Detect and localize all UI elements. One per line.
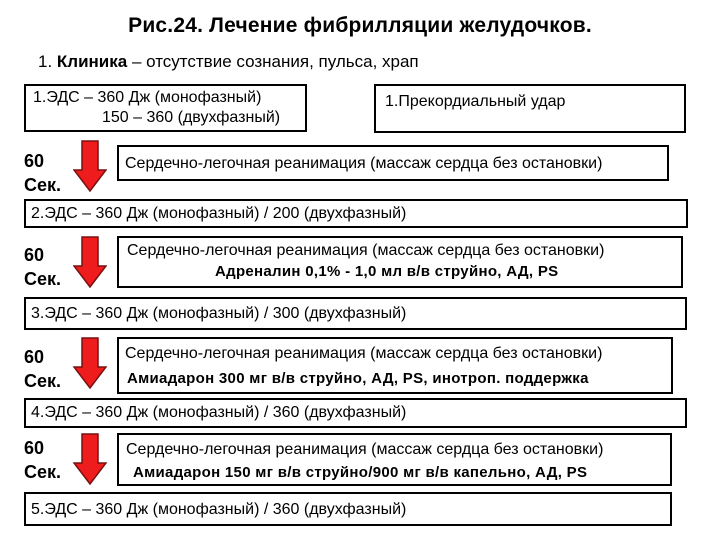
drug-text: Амиадарон 300 мг в/в струйно, АД, PS, инотроп. поддержка	[127, 370, 589, 387]
cpr-text: Сердечно-легочная реанимация (массаж сердца без остановки)	[127, 242, 605, 259]
interval-value: 60	[24, 438, 45, 458]
eds-text: 3.ЭДС – 360 Дж (монофазный) / 300 (двухфазный)	[31, 305, 407, 322]
drug-text: Адреналин 0,1% - 1,0 мл в/в струйно, АД, PS	[215, 263, 559, 280]
interval-label-3	[24, 345, 61, 393]
eds-text: 5.ЭДС – 360 Дж (монофазный) / 360 (двухфазный)	[31, 501, 407, 518]
precordial-thump-box	[374, 84, 686, 133]
figure-title: Рис.24. Лечение фибрилляции желудочков.	[128, 14, 592, 37]
interval-value: 60	[24, 151, 45, 171]
interval-unit: Сек.	[24, 371, 62, 391]
eds-text: 2.ЭДС – 360 Дж (монофазный) / 200 (двухфазный)	[31, 205, 407, 222]
down-arrow-icon	[73, 433, 107, 485]
precordial-thump-text: 1.Прекордиальный удар	[385, 93, 566, 110]
down-arrow-icon	[73, 140, 107, 192]
interval-label-1	[24, 149, 61, 197]
cpr-box-4	[117, 433, 672, 486]
interval-value: 60	[24, 347, 45, 367]
eds-box-3	[24, 297, 687, 330]
interval-unit: Сек.	[24, 462, 62, 482]
cpr-text: Сердечно-легочная реанимация (массаж сердца без остановки)	[125, 155, 603, 172]
down-arrow-icon	[73, 337, 107, 389]
clinic-label: Клиника	[56, 52, 128, 71]
clinic-prefix: 1.	[38, 52, 57, 71]
cpr-box-3	[117, 337, 673, 394]
eds-box-2	[24, 199, 688, 228]
interval-unit: Сек.	[24, 269, 62, 289]
down-arrow-icon	[73, 236, 107, 288]
eds-initial-line2: 150 – 360 (двухфазный)	[102, 109, 281, 126]
eds-initial-box	[24, 84, 307, 132]
drug-text: Амиадарон 150 мг в/в струйно/900 мг в/в капельно, АД, PS	[133, 464, 588, 481]
eds-box-5	[24, 492, 672, 526]
cpr-box-2	[117, 236, 683, 288]
clinic-line	[38, 52, 419, 72]
eds-text: 4.ЭДС – 360 Дж (монофазный) / 360 (двухфазный)	[31, 404, 407, 421]
cpr-text: Сердечно-легочная реанимация (массаж сердца без остановки)	[126, 441, 604, 458]
cpr-box-1	[117, 145, 669, 181]
eds-box-4	[24, 398, 687, 428]
eds-initial-line1: 1.ЭДС – 360 Дж (монофазный)	[33, 89, 262, 106]
clinic-text: – отсутствие сознания, пульса, храп	[127, 52, 419, 71]
cpr-text: Сердечно-легочная реанимация (массаж сердца без остановки)	[125, 345, 603, 362]
interval-unit: Сек.	[24, 175, 62, 195]
interval-value: 60	[24, 245, 45, 265]
interval-label-4	[24, 436, 61, 484]
interval-label-2	[24, 243, 61, 291]
